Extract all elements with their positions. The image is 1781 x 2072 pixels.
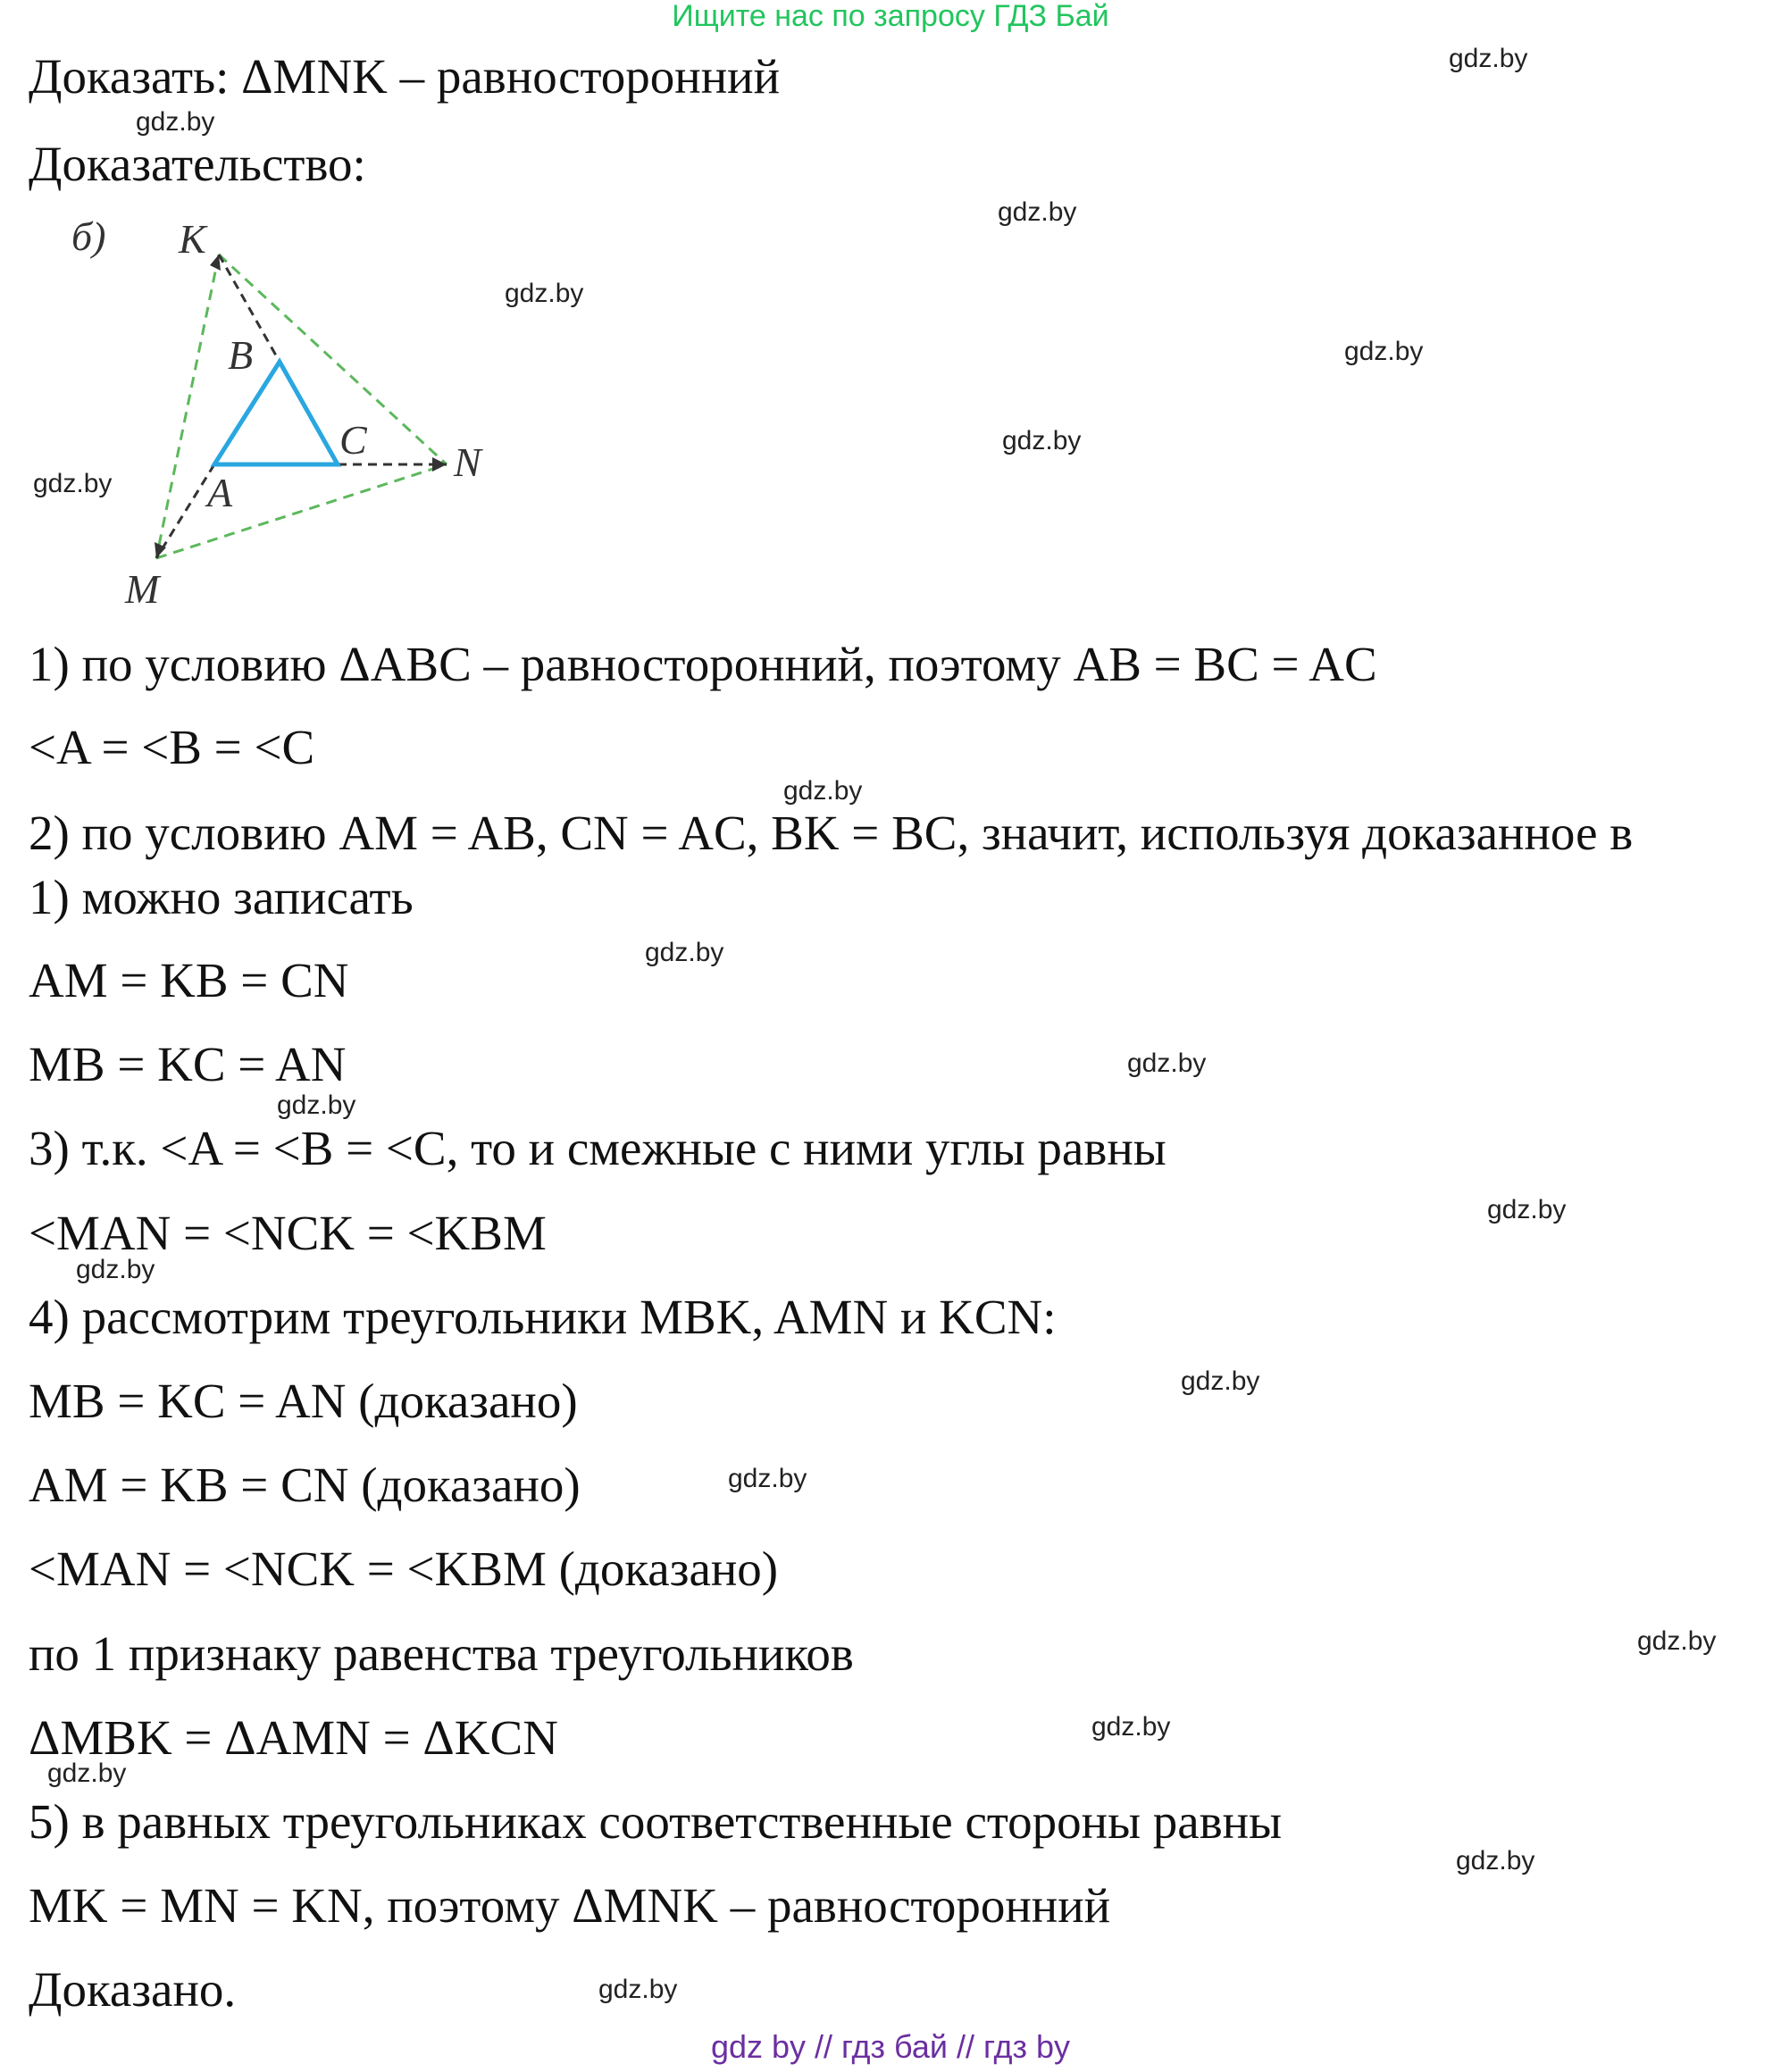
proof-line-11: AM = KB = CN (доказано)	[29, 1458, 581, 1512]
footer-links[interactable]: gdz by // гдз бай // гдз by	[710, 2028, 1071, 2065]
proof-line-16: MK = MN = KN, поэтому ΔMNK – равносторонний	[29, 1878, 1111, 1933]
proof-line-7: 3) т.к. <A = <B = <C, то и смежные с ними углы равны	[29, 1121, 1166, 1175]
proof-line-2: <A = <B = <C	[29, 720, 315, 774]
proof-line-4: 1) можно записать	[29, 870, 414, 924]
watermark: gdz.by	[1181, 1366, 1260, 1396]
proof-line-14: ΔMBK = ΔAMN = ΔKCN	[29, 1710, 558, 1765]
proof-line-1: 1) по условию ΔABC – равносторонний, поэтому AB = BC = AC	[29, 637, 1377, 691]
arrow-n	[432, 457, 447, 472]
figure-label: б)	[71, 213, 106, 259]
proof-line-17: Доказано.	[29, 1962, 237, 2017]
point-label-b: B	[228, 332, 254, 378]
watermark: gdz.by	[1449, 44, 1528, 73]
watermark: gdz.by	[1456, 1846, 1535, 1876]
watermark: gdz.by	[33, 469, 113, 498]
watermark: gdz.by	[277, 1090, 356, 1120]
watermark: gdz.by	[998, 197, 1077, 227]
watermark: gdz.by	[783, 776, 863, 806]
side-mn	[156, 464, 447, 558]
proof-line-12: <MAN = <NCK = <KBM (доказано)	[29, 1541, 779, 1596]
watermark: gdz.by	[1344, 337, 1424, 366]
watermark: gdz.by	[1637, 1626, 1717, 1656]
segment-am	[156, 464, 214, 558]
proof-line-6: MB = KC = AN	[29, 1037, 347, 1091]
proof-line-9: 4) рассмотрим треугольники MBK, AMN и KCN:	[29, 1290, 1057, 1344]
watermark: gdz.by	[1091, 1712, 1171, 1742]
proof-line-13: по 1 признаку равенства треугольников	[29, 1626, 854, 1681]
point-label-m: M	[125, 566, 160, 612]
proof-line-3: 2) по условию AM = AB, CN = AC, BK = BC, значит, используя доказанное в	[29, 806, 1634, 860]
triangle-figure	[54, 201, 518, 612]
watermark: gdz.by	[645, 938, 724, 967]
point-label-c: C	[339, 417, 367, 463]
watermark: gdz.by	[76, 1255, 155, 1284]
proof-line-10: MB = KC = AN (доказано)	[29, 1374, 578, 1428]
watermark: gdz.by	[598, 1975, 678, 2004]
watermark: gdz.by	[47, 1759, 127, 1788]
watermark: gdz.by	[505, 279, 584, 308]
point-label-n: N	[454, 439, 481, 485]
watermark: gdz.by	[1002, 426, 1082, 455]
watermark: gdz.by	[1487, 1195, 1567, 1224]
watermark: gdz.by	[728, 1464, 807, 1493]
proof-line-5: AM = KB = CN	[29, 953, 349, 1007]
top-banner[interactable]: Ищите нас по запросу ГДЗ Бай	[672, 0, 1109, 33]
point-label-a: A	[207, 470, 233, 515]
arrow-k	[210, 255, 221, 271]
side-kn	[219, 255, 447, 464]
point-label-k: K	[179, 216, 206, 262]
proof-line-8: <MAN = <NCK = <KBM	[29, 1206, 547, 1260]
watermark: gdz.by	[136, 107, 215, 137]
watermark: gdz.by	[1127, 1049, 1207, 1078]
prove-statement: Доказать: ΔMNK – равносторонний	[29, 49, 781, 104]
proof-heading: Доказательство:	[29, 137, 366, 191]
proof-line-15: 5) в равных треугольниках соответственные стороны равны	[29, 1794, 1283, 1849]
